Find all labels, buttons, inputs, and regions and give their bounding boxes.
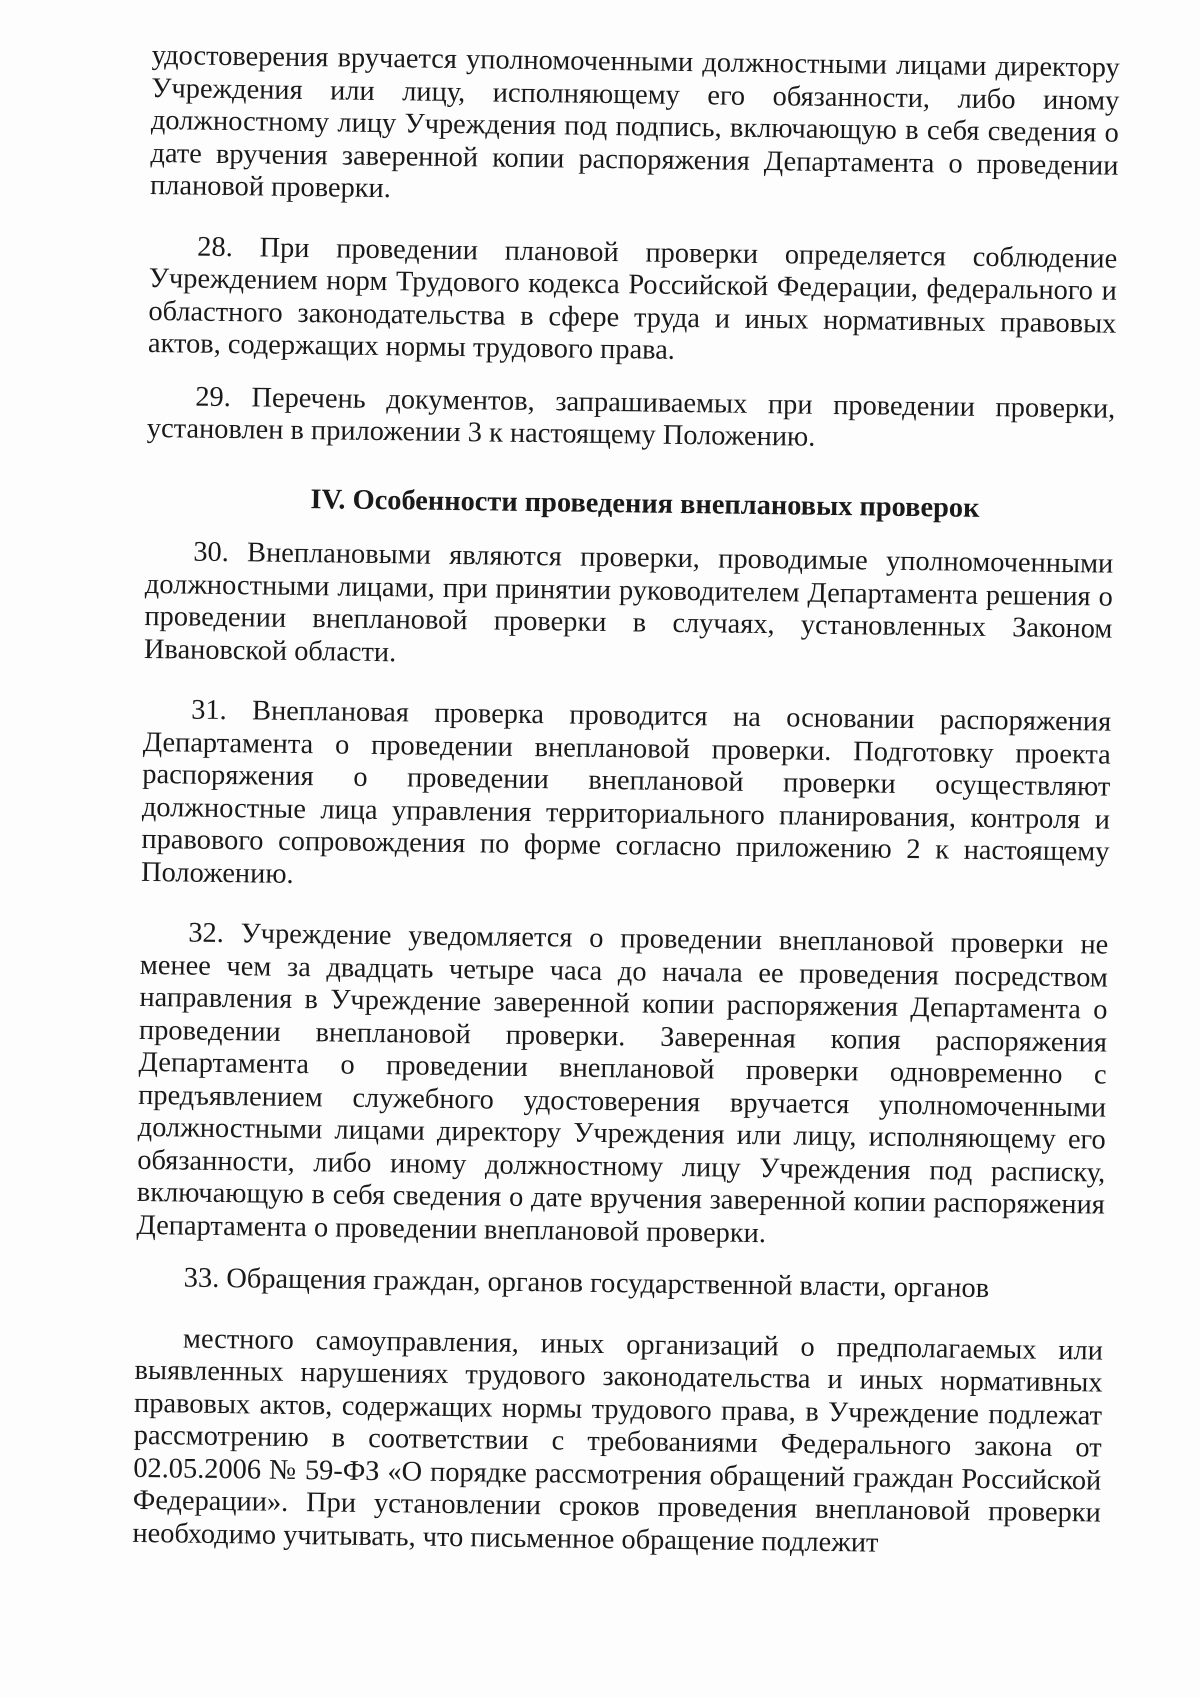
- document-body: [132, 40, 1120, 1563]
- paragraph-30: 30. Внеплановыми являются проверки, проводимые уполномоченными должностными лицами, при принятии руководителем Департамента решения о проведении внеплановой проверки в случаях, установленных Законом Ивановской области.: [143, 536, 1114, 668]
- paragraph-28: 28. При проведении плановой проверки определяется соблюдение Учреждением норм Трудового кодекса Российской Федерации, федерального и областного законодательства в сфере труда и иных нормативных правовых актов, содержащих нормы трудового права.: [147, 231, 1118, 366]
- section-heading: IV. Особенности проведения внеплановых проверок: [310, 483, 980, 524]
- paragraph-31: 31. Внеплановая проверка проводится на основании распоряжения Департамента о проведении внеплановой проверки. Подготовку проекта распоряжения о проведении внеплановой проверки осуществляют должностные лица управления территориального планирования, контроля и правового сопровождения по форме согласно приложению 2 к настоящему Положению.: [140, 694, 1112, 890]
- paragraph-32: 32. Учреждение уведомляется о проведении внеплановой проверки не менее чем за двадцать четыре часа до начала ее проведения посредством направления в Учреждение заверенной копии распоряжения Департамента о проведении внеплановой проверки. Заверенная копия распоряжения Департамента о проведении внеплановой проверки одновременно с предъявлением служебного удостоверения вручается уполномоченными должностными лицами директору Учреждения или лицу, исполняющему его обязанности, либо иному должностному лицу Учреждения под расписку, включающую в себя сведения о дате вручения заверенной копии распоряжения Департамента о проведении внеплановой проверки.: [136, 917, 1109, 1249]
- paragraph-continuation: удостоверения вручается уполномоченными должностными лицами директору Учреждения или лицу, исполняющему его обязанности, либо иному должностному лицу Учреждения под подпись, включающую в себя сведения о дате вручения заверенной копии распоряжения Департамента о проведении плановой проверки.: [149, 40, 1120, 205]
- paragraph-33-start: 33. Обращения граждан, органов государственной власти, органов: [183, 1262, 990, 1305]
- paragraph-33-continuation: местного самоуправления, иных организаций о предполагаемых или выявленных нарушениях трудового законодательства и иных нормативных правовых актов, содержащих нормы трудового права, в Учреждение подлежат рассмотрению в соответствии с требованиями Федерального закона от 02.05.2006 № 59-ФЗ «О порядке рассмотрения обращений граждан Российской Федерации». При установлении сроков проведения внеплановой проверки необходимо учитывать, что письменное обращение подлежит: [132, 1323, 1104, 1559]
- paragraph-29: 29. Перечень документов, запрашиваемых при проведении проверки, установлен в приложении 3 к настоящему Положению.: [146, 381, 1116, 453]
